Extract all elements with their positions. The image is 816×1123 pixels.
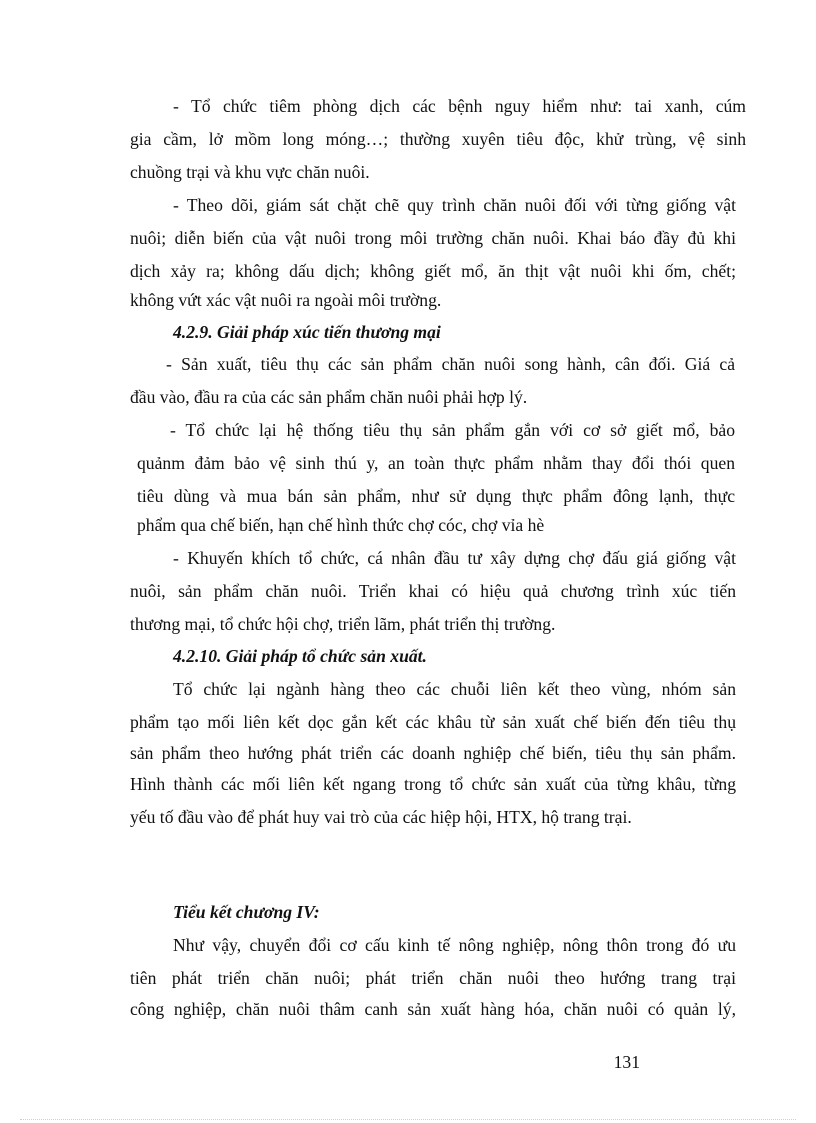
paragraph-line: đầu vào, đầu ra của các sản phẩm chăn nuôi phải hợp lý. (130, 387, 528, 407)
paragraph-line: phẩm qua chế biến, hạn chế hình thức chợ cóc, chợ vỉa hè (137, 515, 545, 535)
paragraph-line: phẩm tạo mối liên kết dọc gắn kết các khâu từ sản xuất chế biến đến tiêu thụ (130, 712, 736, 732)
paragraph-line: thương mại, tổ chức hội chợ, triển lãm, phát triển thị trường. (130, 614, 556, 634)
paragraph-line: Tổ chức lại ngành hàng theo các chuỗi liên kết theo vùng, nhóm sản (173, 679, 736, 699)
paragraph-line: - Khuyến khích tổ chức, cá nhân đầu tư xây dựng chợ đấu giá giống vật (173, 548, 736, 568)
section-heading: Tiểu kết chương IV: (173, 902, 320, 922)
paragraph-line: yếu tố đầu vào để phát huy vai trò của các hiệp hội, HTX, hộ trang trại. (130, 807, 632, 827)
paragraph-line: - Sản xuất, tiêu thụ các sản phẩm chăn nuôi song hành, cân đối. Giá cả (166, 354, 735, 374)
paragraph-line: - Tổ chức lại hệ thống tiêu thụ sản phẩm gắn với cơ sở giết mổ, bảo (170, 420, 735, 440)
paragraph-line: nuôi, sản phẩm chăn nuôi. Triển khai có hiệu quả chương trình xúc tiến (130, 581, 736, 601)
paragraph-line: tiêu dùng và mua bán sản phẩm, như sử dụng thực phẩm đông lạnh, thực (137, 486, 735, 506)
paragraph-line: dịch xảy ra; không dấu dịch; không giết mổ, ăn thịt vật nuôi khi ốm, chết; (130, 261, 736, 281)
paragraph-line: chuồng trại và khu vực chăn nuôi. (130, 162, 370, 182)
paragraph-line: Hình thành các mối liên kết ngang trong tổ chức sản xuất của từng khâu, từng (130, 774, 736, 794)
section-heading: 4.2.9. Giải pháp xúc tiến thương mại (173, 322, 441, 342)
paragraph-line: quảnm đảm bảo vệ sinh thú y, an toàn thực phẩm nhằm thay đổi thói quen (137, 453, 735, 473)
paragraph-line: Như vậy, chuyển đổi cơ cấu kinh tế nông nghiệp, nông thôn trong đó ưu (173, 935, 736, 955)
paragraph-line: sản phẩm theo hướng phát triển các doanh nghiệp chế biến, tiêu thụ sản phẩm. (130, 743, 736, 763)
paragraph-line: gia cầm, lở mồm long móng…; thường xuyên tiêu độc, khử trùng, vệ sinh (130, 129, 746, 149)
paragraph-line: - Theo dõi, giám sát chặt chẽ quy trình chăn nuôi đối với từng giống vật (173, 195, 736, 215)
section-heading: 4.2.10. Giải pháp tổ chức sản xuất. (173, 646, 427, 666)
paragraph-line: - Tổ chức tiêm phòng dịch các bệnh nguy hiểm như: tai xanh, cúm (173, 96, 746, 116)
page-bottom-divider (20, 1119, 796, 1120)
paragraph-line: công nghiệp, chăn nuôi thâm canh sản xuất hàng hóa, chăn nuôi có quản lý, (130, 999, 736, 1019)
page-number: 131 (613, 1052, 640, 1072)
paragraph-line: tiên phát triển chăn nuôi; phát triển chăn nuôi theo hướng trang trại (130, 968, 736, 988)
paragraph-line: không vứt xác vật nuôi ra ngoài môi trường. (130, 290, 442, 310)
paragraph-line: nuôi; diễn biến của vật nuôi trong môi trường chăn nuôi. Khai báo đầy đủ khi (130, 228, 736, 248)
